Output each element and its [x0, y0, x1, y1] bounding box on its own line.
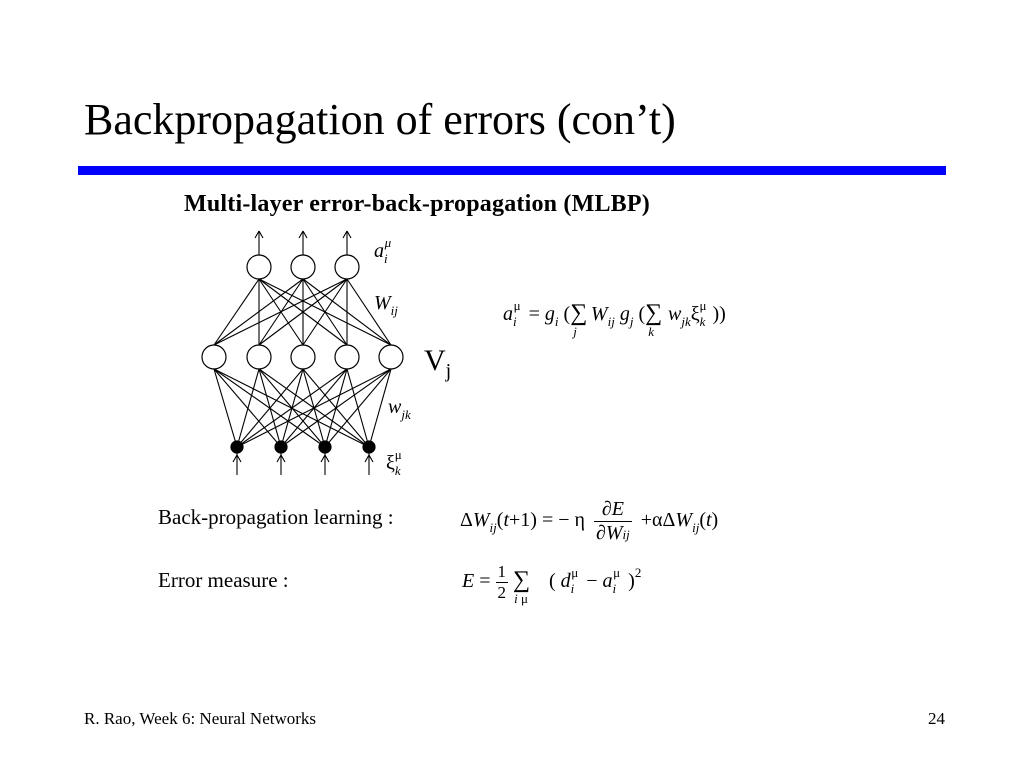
output-activation-label: $a_i^\mu$	[374, 235, 392, 266]
input-arrow-head	[369, 455, 373, 462]
page-number: 24	[928, 709, 945, 728]
figure-title: Multi-layer error-back-propagation (MLBP)	[184, 191, 650, 217]
input-node	[231, 441, 243, 453]
backprop-equation: $\Delta W_{ij}(t+1)$ = − η $\frac{\partial E}{\text{∂Wij}}$ +αΔW$_{ij}$(t)	[460, 498, 719, 544]
output-weight-label: $W_{ij}$	[374, 292, 398, 318]
hidden-node	[379, 345, 403, 369]
output-arrow-head	[347, 231, 351, 238]
error-equation: E = $\frac{1}{2}$ $\sum_{i \mu}$ ( $d_i^\mu - a_i^\mu$ )$^2$	[462, 562, 642, 607]
input-arrow-head	[321, 455, 325, 462]
output-hidden-edge	[214, 279, 347, 345]
output-node	[291, 255, 315, 279]
forward-equation: $a_i^\mu = g_i$ ($\sum_jW_{ij}$ $g_j$ ($\sum_kw_{jk}\xi_k^\mu$ ))	[503, 298, 726, 339]
hidden-input-edge	[325, 369, 391, 447]
output-arrow-head	[299, 231, 303, 238]
input-node	[275, 441, 287, 453]
hidden-node	[335, 345, 359, 369]
footer-text: R. Rao, Week 6: Neural Networks	[84, 709, 317, 728]
hidden-input-edge	[237, 369, 259, 447]
input-arrow-head	[237, 455, 241, 462]
input-pattern-label: $\xi_k^\mu$	[386, 447, 402, 478]
hidden-node	[202, 345, 226, 369]
output-arrow-head	[259, 231, 263, 238]
hidden-input-edge	[214, 369, 237, 447]
input-arrow-head	[365, 455, 369, 462]
error-measure-label: Error measure :	[158, 568, 289, 592]
input-arrow-head	[325, 455, 329, 462]
hidden-node	[247, 345, 271, 369]
hidden-node	[291, 345, 315, 369]
input-node	[363, 441, 375, 453]
hidden-layer-label: $V_j$	[424, 344, 452, 382]
title-divider	[78, 166, 946, 175]
input-arrow-head	[233, 455, 237, 462]
output-hidden-edge	[214, 279, 259, 345]
hidden-input-edge	[237, 369, 391, 447]
hidden-input-edge	[237, 369, 347, 447]
hidden-input-edge	[281, 369, 391, 447]
output-arrow-head	[303, 231, 307, 238]
input-node	[319, 441, 331, 453]
output-arrow-head	[255, 231, 259, 238]
input-weight-label: $w_{jk}$	[388, 396, 411, 422]
output-node	[335, 255, 359, 279]
output-arrow-head	[343, 231, 347, 238]
backprop-learning-label: Back-propagation learning :	[158, 505, 394, 529]
output-node	[247, 255, 271, 279]
input-arrow-head	[277, 455, 281, 462]
input-arrow-head	[281, 455, 285, 462]
slide-title: Backpropagation of errors (con’t)	[84, 95, 676, 144]
